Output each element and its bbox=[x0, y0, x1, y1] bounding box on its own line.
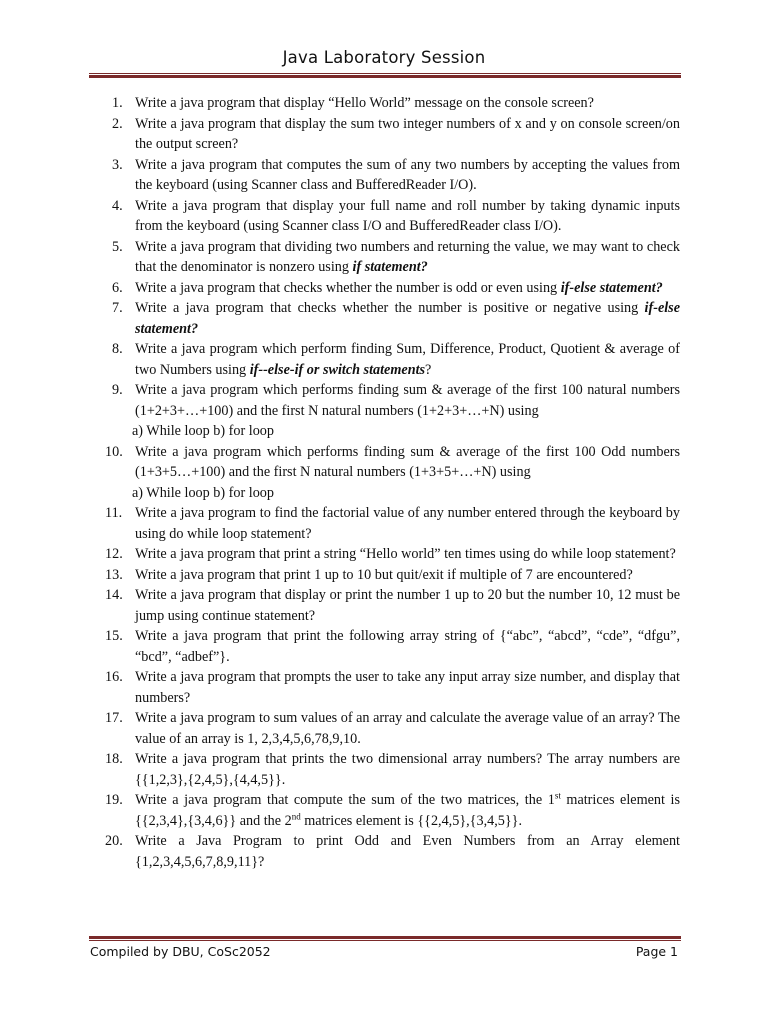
question-list-container bbox=[90, 93, 680, 872]
question-list bbox=[90, 93, 680, 872]
list-item: 4. Write a java program that display your full name and roll number by taking dynamic inputs from the keyboard (using Scanner class I/O and BufferedReader class I/O). bbox=[112, 197, 680, 234]
list-item: 2. Write a java program that display the sum two integer numbers of x and y on console screen/on the output screen? bbox=[112, 115, 680, 152]
list-item: 6. Write a java program that checks whether the number is odd or even using if-else statement? bbox=[112, 279, 663, 296]
loop-options: a) While loop b) for loop bbox=[132, 484, 274, 501]
header-divider-thin bbox=[89, 73, 681, 74]
list-item: 11. Write a java program to find the factorial value of any number entered through the keyboard by using do while loop statement? bbox=[105, 505, 680, 542]
list-item: 16. Write a java program that prompts the user to take any input array size number, and display that numbers? bbox=[105, 669, 680, 706]
list-item: 19. Write a java program that compute the sum of the two matrices, the 1st matrices element is {{2,3,4},{3,4,6}} and the 2nd matrices element is {{2,4,5},{3,4,5}}. bbox=[105, 790, 680, 829]
header-divider bbox=[89, 75, 681, 78]
list-item: 9. Write a java program which performs finding sum & average of the first 100 natural numbers (1+2+3+…+100) and the first N natural numbers (1+2+3+…+N) using a) While loop b) for loop bbox=[90, 380, 680, 442]
list-item: 13. Write a java program that print 1 up to 10 but quit/exit if multiple of 7 are encountered? bbox=[105, 566, 633, 583]
page-title: Java Laboratory Session bbox=[282, 48, 486, 67]
list-item: 10. Write a java program which performs finding sum & average of the first 100 Odd numbers (1+3+5…+100) and the first N natural numbers (1+3+5+…+N) using a) While loop b) for loop bbox=[90, 442, 680, 504]
page-number: Page 1 bbox=[635, 944, 678, 959]
footer-divider bbox=[89, 936, 681, 939]
list-item: 1. Write a java program that display “Hello World” message on the console screen? bbox=[112, 95, 594, 111]
footer-divider-thin bbox=[89, 940, 681, 941]
list-item: 12. Write a java program that print a string “Hello world” ten times using do while loop statement? bbox=[105, 546, 676, 562]
list-item: 3. Write a java program that computes the sum of any two numbers by accepting the values from the keyboard (using Scanner class and BufferedReader I/O). bbox=[112, 156, 680, 193]
list-item: 18. Write a java program that prints the two dimensional array numbers? The array numbers are {{1,2,3},{2,4,5},{4,4,5}}. bbox=[105, 751, 680, 788]
list-item: 15. Write a java program that print the following array string of {“abc”, “abcd”, “cde”, “dfgu”, “bcd”, “adbef”}. bbox=[105, 628, 680, 665]
list-item: 17. Write a java program to sum values of an array and calculate the average value of an array? The value of an array is 1, 2,3,4,5,6,78,9,10. bbox=[105, 710, 680, 747]
list-item: 20. Write a Java Program to print Odd and Even Numbers from an Array element {1,2,3,4,5,6,7,8,9,11}? bbox=[105, 833, 680, 870]
list-item: 14. Write a java program that display or print the number 1 up to 20 but the number 10, 12 must be jump using continue statement? bbox=[105, 587, 680, 624]
list-item: 8. Write a java program which perform finding Sum, Difference, Product, Quotient & average of two Numbers using if--else-if or switch statements? bbox=[112, 341, 680, 378]
list-item: 7. Write a java program that checks whether the number is positive or negative using if-else statement? bbox=[112, 300, 680, 337]
list-item: 5. Write a java program that dividing two numbers and returning the value, we may want to check that the denominator is nonzero using if statement? bbox=[112, 238, 680, 275]
footer-course: Compiled by DBU, CoSc2052 bbox=[90, 944, 271, 959]
loop-options: a) While loop b) for loop bbox=[132, 423, 274, 439]
